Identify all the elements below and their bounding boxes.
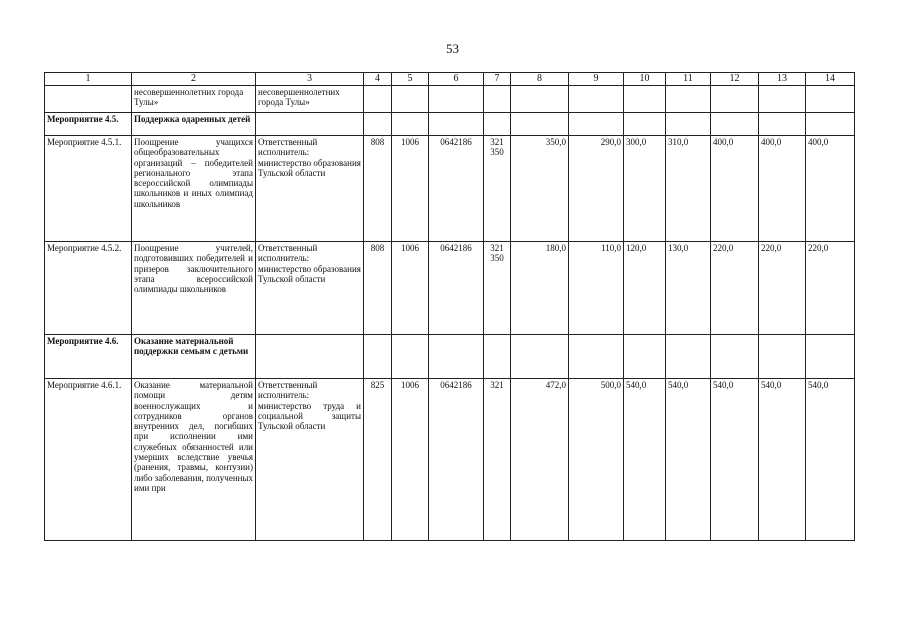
cell-c12: 400,0 [711,136,759,242]
cell-c4: 825 [364,379,392,541]
budget-table [44,72,855,541]
column-header: 6 [429,73,484,86]
section-title: Поддержка одаренных детей [132,113,256,136]
column-header: 4 [364,73,392,86]
cell-c10: 300,0 [624,136,666,242]
column-header: 5 [392,73,429,86]
table-row-4-6-1 [45,379,855,541]
column-header: 8 [511,73,569,86]
cell-c12: 540,0 [711,379,759,541]
column-number-row [45,73,855,86]
cell-c8: 472,0 [511,379,569,541]
row-executor: Ответственный исполнитель: министерство образования Тульской области [256,242,364,335]
row-label: Мероприятие 4.5.1. [45,136,132,242]
column-header: 13 [759,73,806,86]
cell-c13: 540,0 [759,379,806,541]
row-description: Поощрение учащихся общеобразовательных организаций – победителей регионального этапа всероссийской олимпиады школьников и иных олимпиад школьников [132,136,256,242]
cell-c11: 310,0 [666,136,711,242]
cell-c6: 0642186 [429,136,484,242]
column-header: 2 [132,73,256,86]
cell-c4: 808 [364,242,392,335]
cell-c5: 1006 [392,242,429,335]
cell-c8: 180,0 [511,242,569,335]
table-row-4-5-1 [45,136,855,242]
table-row-4-5-2 [45,242,855,335]
section-title: Оказание материальной поддержки семьям с детьми [132,335,256,379]
cell-c10: 540,0 [624,379,666,541]
cell-c6: 0642186 [429,379,484,541]
continuation-executor: несовершеннолетних города Тулы» [256,86,364,113]
column-header: 10 [624,73,666,86]
row-description: Оказание материальной помощи детям военнослужащих и сотрудников органов внутренних дел, погибших при исполнении ими служебных обязанностей или умерших вследствие увечья (ранения, травмы, контузии) либо заболевания, полученных ими при [132,379,256,541]
row-label: Мероприятие 4.6.1. [45,379,132,541]
column-header: 14 [806,73,855,86]
section-row-4-5 [45,113,855,136]
cell-c5: 1006 [392,379,429,541]
cell-c6: 0642186 [429,242,484,335]
continuation-description: несовершеннолетних города Тулы» [132,86,256,113]
cell-c14: 400,0 [806,136,855,242]
column-header: 11 [666,73,711,86]
cell-c11: 130,0 [666,242,711,335]
section-label: Мероприятие 4.5. [45,113,132,136]
cell-c13: 400,0 [759,136,806,242]
column-header: 9 [569,73,624,86]
cell-c12: 220,0 [711,242,759,335]
cell-c7: 321 [484,379,511,541]
column-header: 12 [711,73,759,86]
cell-c11: 540,0 [666,379,711,541]
row-label: Мероприятие 4.5.2. [45,242,132,335]
cell-c5: 1006 [392,136,429,242]
column-header: 3 [256,73,364,86]
cell-c8: 350,0 [511,136,569,242]
section-row-4-6 [45,335,855,379]
row-executor: Ответственный исполнитель: министерство образования Тульской области [256,136,364,242]
section-label: Мероприятие 4.6. [45,335,132,379]
row-description: Поощрение учителей, подготовивших победителей и призеров заключительного этапа всероссийской олимпиады школьников [132,242,256,335]
continuation-row [45,86,855,113]
cell-c13: 220,0 [759,242,806,335]
cell-c10: 120,0 [624,242,666,335]
cell-c9: 290,0 [569,136,624,242]
cell-c7: 321 350 [484,242,511,335]
page-number: 53 [446,41,459,56]
cell-c7: 321 350 [484,136,511,242]
cell-c9: 500,0 [569,379,624,541]
cell-c4: 808 [364,136,392,242]
cell-c14: 540,0 [806,379,855,541]
column-header: 7 [484,73,511,86]
column-header: 1 [45,73,132,86]
row-executor: Ответственный исполнитель: министерство труда и социальной защиты Тульской области [256,379,364,541]
cell-c9: 110,0 [569,242,624,335]
cell-c14: 220,0 [806,242,855,335]
